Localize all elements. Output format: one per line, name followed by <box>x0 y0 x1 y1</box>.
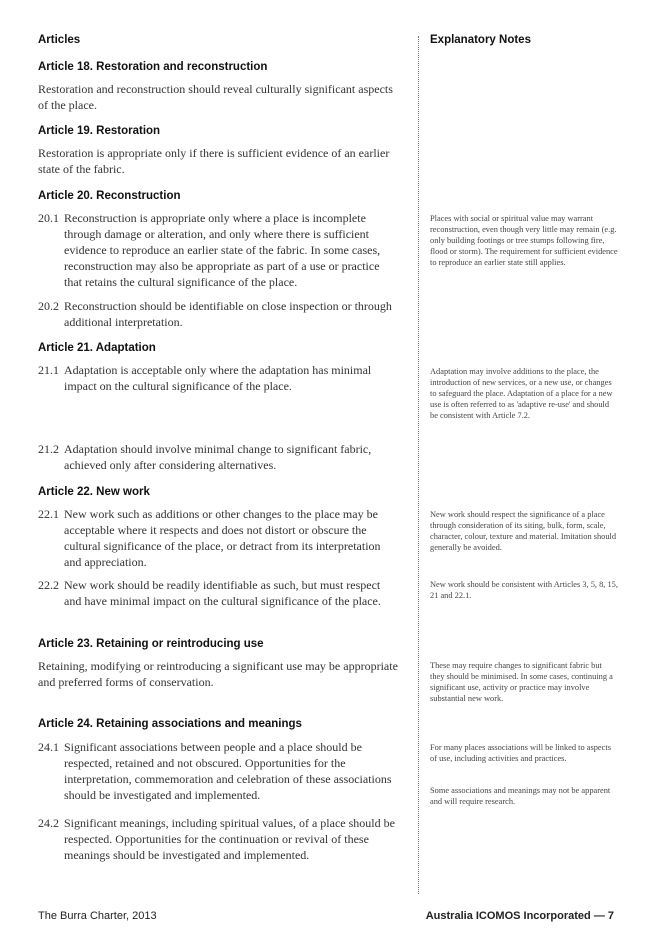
clause-number: 21.1 <box>38 363 59 377</box>
article-23-heading: Article 23. Retaining or reintroducing use <box>38 638 264 650</box>
note-article-24-a: For many places associations will be linked to aspects of use, including activities and practices. <box>430 743 611 763</box>
clause-number: 24.2 <box>38 816 59 830</box>
note-article-21: Adaptation may involve additions to the place, the introduction of new services, or a new use, or changes to safeguard the place. Adaptation of a place for a new use is often referred to as 'adaptive re-use' and should be consistent with Article 7.2. <box>430 367 613 420</box>
article-21-heading: Article 21. Adaptation <box>38 342 156 354</box>
clause-number: 24.1 <box>38 740 59 754</box>
note-article-22-b: New work should be consistent with Articles 3, 5, 8, 15, 21 and 22.1. <box>430 580 618 600</box>
footer-document-title: The Burra Charter, 2013 <box>38 910 157 922</box>
article-20-heading: Article 20. Reconstruction <box>38 190 181 202</box>
clause-20-1 <box>38 210 400 290</box>
article-23-body: Retaining, modifying or reintroducing a significant use may be appropriate and preferred forms of conservation. <box>38 659 398 689</box>
clause-number: 22.1 <box>38 507 59 521</box>
clause-text: Significant associations between people and a place should be respected, retained and not obscured. Opportunities for the interpretation, commemoration and celebration of these associations should be investigated and implemented. <box>64 740 392 802</box>
clause-number: 20.1 <box>38 211 59 225</box>
note-article-22-a: New work should respect the significance of a place through consideration of its siting, bulk, form, scale, character, colour, texture and material. Imitation should generally be avoided. <box>430 510 617 552</box>
clause-text: Reconstruction should be identifiable on close inspection or through additional interpretation. <box>64 299 392 329</box>
clause-number: 21.2 <box>38 442 59 456</box>
article-24-heading: Article 24. Retaining associations and meanings <box>38 718 302 730</box>
column-divider <box>418 36 419 894</box>
clause-24-2 <box>38 815 400 863</box>
article-22-heading: Article 22. New work <box>38 486 150 498</box>
explanatory-notes-column-heading: Explanatory Notes <box>430 34 531 46</box>
clause-21-1 <box>38 362 400 394</box>
clause-text: Adaptation should involve minimal change to significant fabric, achieved only after considering alternatives. <box>64 442 372 472</box>
clause-20-2 <box>38 298 400 330</box>
clause-text: Significant meanings, including spiritual values, of a place should be respected. Opportunities for the continuation or revival of these meanings should be investigated and implemented. <box>64 816 395 862</box>
clause-text: New work such as additions or other changes to the place may be acceptable where it respects and does not distort or obscure the cultural significance of the place, or detract from its interpretation and appreciation. <box>64 507 381 569</box>
clause-21-2 <box>38 441 400 473</box>
article-19-heading: Article 19. Restoration <box>38 125 161 137</box>
clause-22-1 <box>38 506 400 570</box>
note-article-20: Places with social or spiritual value may warrant reconstruction, even though very little may remain (e.g. only building footings or tree stumps following fire, flood or storm). The requirement for sufficient evidence to reproduce an earlier state still applies. <box>430 214 618 267</box>
clause-number: 20.2 <box>38 299 59 313</box>
note-article-23: These may require changes to significant fabric but they should be minimised. In some cases, continuing a significant use, activity or practice may involve substantial new work. <box>430 661 613 703</box>
clause-24-1 <box>38 739 400 803</box>
article-18-body: Restoration and reconstruction should reveal culturally significant aspects of the place. <box>38 82 393 112</box>
footer-publisher-page-number: Australia ICOMOS Incorporated — 7 <box>425 910 614 922</box>
clause-text: Reconstruction is appropriate only where a place is incomplete through damage or alteration, and only where there is sufficient evidence to reproduce an earlier state of the fabric. In some cases, reconstruction may also be appropriate as part of a use or practice that retains the cultural significance of the place. <box>64 211 381 289</box>
clause-22-2 <box>38 577 400 609</box>
article-18-heading: Article 18. Restoration and reconstruction <box>38 61 268 73</box>
note-article-24-b: Some associations and meanings may not be apparent and will require research. <box>430 786 611 806</box>
clause-text: New work should be readily identifiable as such, but must respect and have minimal impact on the cultural significance of the place. <box>64 578 381 608</box>
article-19-body: Restoration is appropriate only if there is sufficient evidence of an earlier state of the fabric. <box>38 146 390 176</box>
articles-column-heading: Articles <box>38 34 81 46</box>
clause-text: Adaptation is acceptable only where the adaptation has minimal impact on the cultural significance of the place. <box>64 363 372 393</box>
clause-number: 22.2 <box>38 578 59 592</box>
